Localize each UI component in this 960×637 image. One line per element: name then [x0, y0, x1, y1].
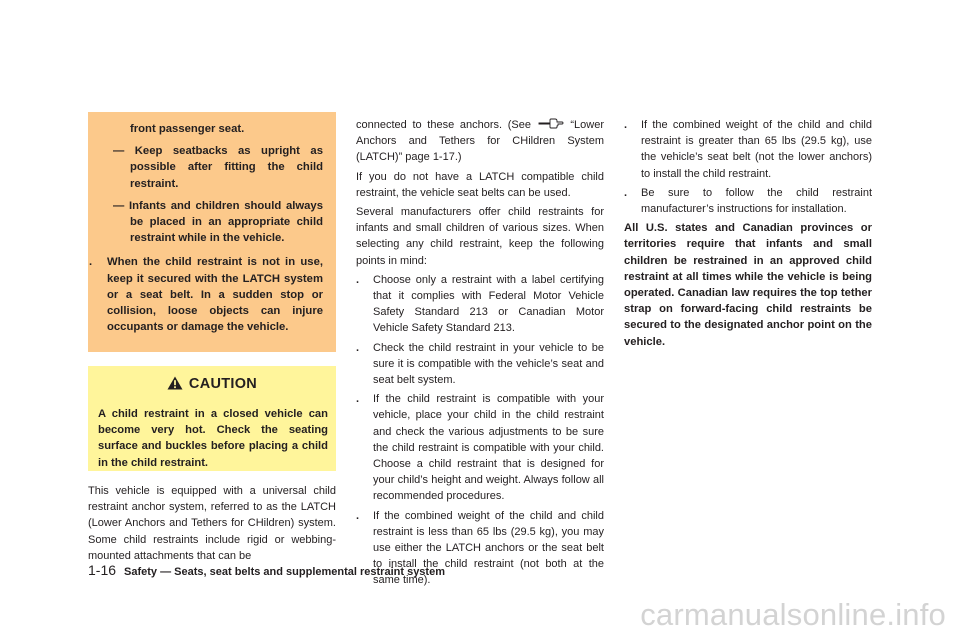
bullet-dot: .	[356, 273, 360, 286]
list-item	[356, 272, 604, 337]
warning-bullet	[89, 254, 323, 335]
caution-title	[88, 376, 336, 392]
list-item	[624, 117, 872, 182]
list-item	[624, 185, 872, 217]
list-item-text: If the combined weight of the child and child restraint is greater than 65 lbs (29.5 kg), use the vehicle’s seat belt (not the lower anchors) to install the child restraint.	[641, 119, 872, 180]
caution-title-text: CAUTION	[188, 376, 258, 392]
warning-text	[89, 121, 323, 341]
bullet-dot: .	[624, 119, 628, 131]
warning-bullet-dot: .	[89, 256, 93, 269]
warning-bullet-text: When the child restraint is not in use, keep it secured with the LATCH system or a seat belt. In a sudden stop or collision, loose objects can injure occupants or damage the vehicle.	[107, 256, 323, 334]
bullet-dot: .	[356, 341, 360, 354]
list-item-text: Check the child restraint in your vehicle to be sure it is compatible with the vehicle’s seat and seat belt system.	[373, 341, 604, 387]
legal-requirement-paragraph: All U.S. states and Canadian provinces or territories require that infants and small children be restrained in an approved child restraint at all times while the vehicle is being operated. Canadian law requires the top tether strap on forward-facing child restraints be secured to the designated anchor point on the vehicle.	[624, 222, 872, 348]
column-3	[624, 117, 872, 353]
manufacturers-paragraph: Several manufacturers offer child restraints for infants and small children of various sizes. When selecting any child restraint, keep the following points in mind:	[356, 206, 604, 267]
anchors-paragraph	[356, 117, 604, 166]
column-1-paragraph	[88, 483, 336, 567]
bullet-dot: .	[356, 509, 360, 522]
warning-triangle-icon	[167, 376, 183, 390]
seat-belt-paragraph: If you do not have a LATCH compatible child restraint, the vehicle seat belts can be used.	[356, 170, 604, 199]
warning-line-2: — Keep seatbacks as upright as possible after fitting the child restraint.	[113, 145, 323, 190]
bullet-dot: .	[624, 186, 628, 199]
anchors-paragraph-text-a: connected to these anchors. (See	[356, 119, 531, 131]
list-item-text: If the combined weight of the child and child restraint is less than 65 lbs (29.5 kg), you may use either the LATCH anchors or the seat belt to install the child restraint (not both at the same time).	[373, 509, 604, 587]
list-item	[356, 391, 604, 504]
warning-line-3: — Infants and children should always be placed in an appropriate child restraint while in the vehicle.	[113, 199, 323, 245]
anchors-paragraph-text-b: “Lower Anchors and Tethers for CHildren System (LATCH)” page 1-17.)	[356, 119, 604, 164]
latch-intro-paragraph: This vehicle is equipped with a universal child restraint anchor system, referred to as the LATCH (Lower Anchors and Tethers for CHildren) system. Some child restraints include rigid or webbing-mounted attachments that can be	[88, 485, 336, 562]
column-2	[356, 117, 604, 592]
caution-box	[88, 366, 336, 471]
page-number: 1-16	[88, 562, 117, 578]
list-item-text: Choose only a restraint with a label certifying that it complies with Federal Motor Vehicle Safety Standard 213 or Canadian Motor Vehicle Safety Standard 213.	[373, 273, 604, 335]
list-item-text: If the child restraint is compatible with your vehicle, place your child in the child restraint and check the various adjustments to be sure the child restraint is compatible with your child. Choose a child restraint that is designed for your child’s height and weight. Always follow all recommended procedures.	[373, 393, 604, 503]
watermark: carmanualsonline.info	[640, 597, 946, 632]
page-footer	[88, 562, 445, 578]
bullet-dot: .	[356, 393, 360, 406]
reference-hand-icon	[538, 118, 564, 129]
warning-line-1: front passenger seat.	[130, 123, 245, 135]
section-title: Safety — Seats, seat belts and supplemental restraint system	[124, 566, 445, 578]
list-item	[356, 340, 604, 389]
caution-text: A child restraint in a closed vehicle can become very hot. Check the seating surface and buckles before placing a child in the child restraint.	[98, 408, 328, 469]
list-item-text: Be sure to follow the child restraint manufacturer’s instructions for installation.	[641, 186, 872, 216]
